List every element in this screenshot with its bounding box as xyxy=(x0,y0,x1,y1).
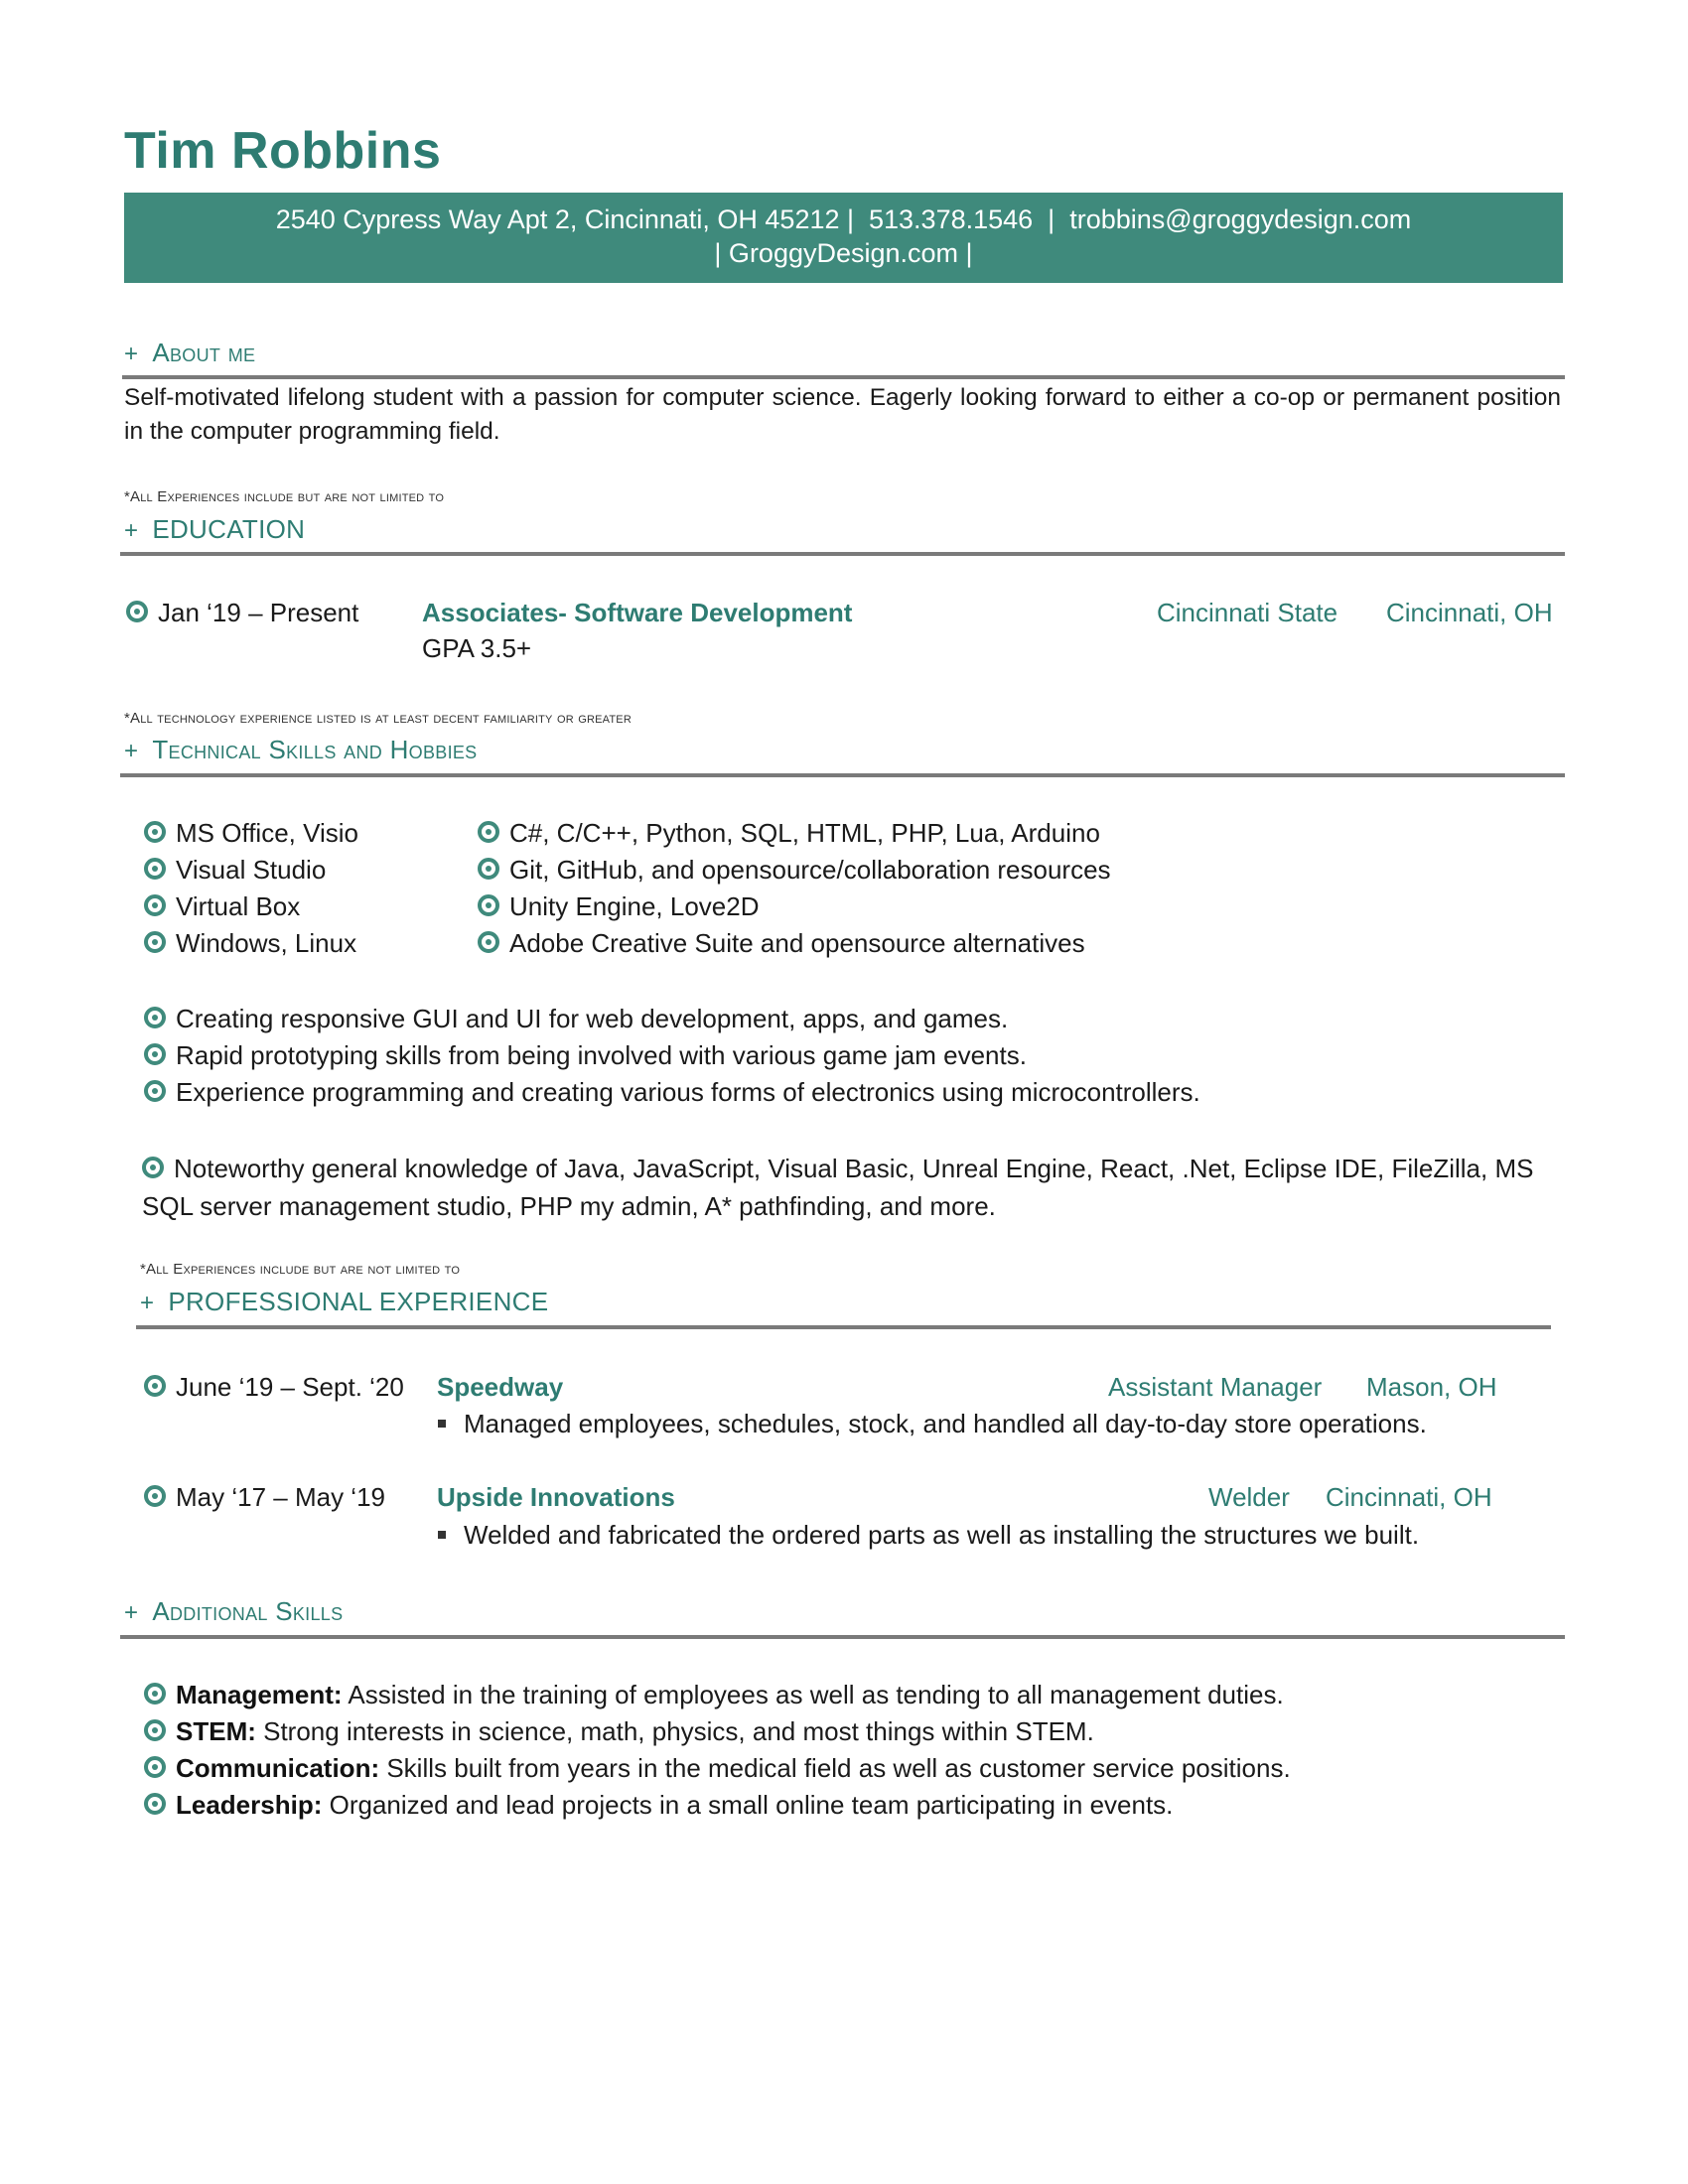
skills-heading xyxy=(124,735,477,765)
plus-icon: + xyxy=(140,1290,155,1316)
additional-item xyxy=(144,1788,1173,1822)
education-note: *All Experiences include but are not limited to xyxy=(124,488,445,505)
skill-bullet xyxy=(144,1075,1200,1109)
skills-note: *All technology experience listed is at least decent familiarity or greater xyxy=(124,710,632,727)
target-bullet-icon xyxy=(144,931,166,953)
about-text: Self-motivated lifelong student with a passion for computer science. Eagerly looking forward to either a co-op or permanent position in the computer programming field. xyxy=(124,384,1561,445)
skill-text: Adobe Creative Suite and opensource alternatives xyxy=(509,928,1085,958)
job-title: Assistant Manager xyxy=(1108,1372,1323,1402)
target-bullet-icon xyxy=(144,1375,166,1397)
contact-line-1: 2540 Cypress Way Apt 2, Cincinnati, OH 45212 | 513.378.1546 | trobbins@groggydesign.com xyxy=(275,205,1412,234)
skill-bullet-text: Creating responsive GUI and UI for web development, apps, and games. xyxy=(176,1004,1009,1033)
plus-icon: + xyxy=(124,517,139,544)
candidate-name: Tim Robbins xyxy=(124,122,442,180)
plus-icon: + xyxy=(124,1599,139,1626)
job-date xyxy=(144,1370,404,1404)
skill-item xyxy=(478,853,1111,887)
skill-bullet-text: Rapid prototyping skills from being involved with various game jam events. xyxy=(176,1040,1027,1070)
square-bullet-icon xyxy=(438,1531,446,1539)
additional-item-text: Assisted in the training of employees as well as tending to all management duties. xyxy=(342,1680,1284,1709)
square-bullet-icon xyxy=(438,1420,446,1428)
education-school: Cincinnati State xyxy=(1157,598,1338,627)
job-title: Welder xyxy=(1208,1482,1290,1512)
additional-item xyxy=(144,1751,1291,1785)
additional-item-text: Organized and lead projects in a small online team participating in events. xyxy=(322,1790,1174,1820)
skills-divider xyxy=(120,773,1565,777)
job-company: Upside Innovations xyxy=(437,1482,675,1512)
education-degree: Associates- Software Development xyxy=(422,598,853,627)
target-bullet-icon xyxy=(144,1793,166,1815)
education-heading-text: EDUCATION xyxy=(152,514,306,544)
target-bullet-icon xyxy=(144,858,166,880)
job-date xyxy=(144,1480,385,1514)
skill-text: C#, C/C++, Python, SQL, HTML, PHP, Lua, Arduino xyxy=(509,818,1100,848)
skills-heading-text: Technical Skills and Hobbies xyxy=(152,735,478,764)
additional-heading xyxy=(124,1596,343,1627)
contact-bar xyxy=(124,193,1563,283)
target-bullet-icon xyxy=(126,601,148,622)
target-bullet-icon xyxy=(144,1683,166,1705)
about-heading xyxy=(124,338,255,368)
education-heading xyxy=(124,514,305,545)
target-bullet-icon xyxy=(142,1157,164,1178)
about-divider xyxy=(122,375,1565,379)
additional-item-label: Management: xyxy=(176,1680,343,1709)
skill-bullet xyxy=(144,1002,1008,1035)
education-date xyxy=(126,596,358,629)
job-detail-text: Managed employees, schedules, stock, and handled all day-to-day store operations. xyxy=(464,1409,1427,1438)
target-bullet-icon xyxy=(144,1756,166,1778)
skill-text: Unity Engine, Love2D xyxy=(509,891,760,921)
job-location: Cincinnati, OH xyxy=(1326,1482,1492,1512)
skill-text: Windows, Linux xyxy=(176,928,357,958)
skill-item xyxy=(144,926,356,960)
skill-text: Git, GitHub, and opensource/collaboration resources xyxy=(509,855,1111,885)
additional-item-text: Strong interests in science, math, physics, and most things within STEM. xyxy=(255,1716,1094,1746)
additional-item-label: Leadership: xyxy=(176,1790,323,1820)
job-detail xyxy=(438,1407,1427,1440)
skill-item xyxy=(144,889,300,923)
general-knowledge-text: Noteworthy general knowledge of Java, JavaScript, Visual Basic, Unreal Engine, React, .Net, Eclipse IDE, FileZilla, MS SQL server management studio, PHP my admin, A* pathfinding, and more. xyxy=(142,1154,1534,1221)
experience-heading-text: PROFESSIONAL EXPERIENCE xyxy=(168,1287,549,1316)
job-detail-text: Welded and fabricated the ordered parts as well as installing the structures we built. xyxy=(464,1520,1420,1550)
skill-bullet xyxy=(144,1038,1027,1072)
additional-item-text: Skills built from years in the medical field as well as customer service positions. xyxy=(379,1753,1291,1783)
job-location: Mason, OH xyxy=(1366,1372,1497,1402)
about-heading-text: About me xyxy=(152,338,256,367)
additional-divider xyxy=(120,1635,1565,1639)
additional-item xyxy=(144,1714,1094,1748)
target-bullet-icon xyxy=(478,821,499,843)
job-company: Speedway xyxy=(437,1372,564,1402)
skill-text: Visual Studio xyxy=(176,855,327,885)
job-detail xyxy=(438,1518,1419,1552)
skill-item xyxy=(478,889,759,923)
additional-item xyxy=(144,1678,1284,1711)
education-location: Cincinnati, OH xyxy=(1386,598,1553,627)
target-bullet-icon xyxy=(144,894,166,916)
target-bullet-icon xyxy=(144,1719,166,1741)
target-bullet-icon xyxy=(144,1007,166,1028)
job-date-text: May ‘17 – May ‘19 xyxy=(176,1482,385,1512)
experience-divider xyxy=(136,1325,1551,1329)
additional-item-label: STEM: xyxy=(176,1716,256,1746)
skill-text: Virtual Box xyxy=(176,891,301,921)
job-date-text: June ‘19 – Sept. ‘20 xyxy=(176,1372,404,1402)
education-gpa: GPA 3.5+ xyxy=(422,633,532,663)
skill-item xyxy=(144,853,326,887)
target-bullet-icon xyxy=(144,821,166,843)
skill-item xyxy=(478,816,1100,850)
education-date-text: Jan ‘19 – Present xyxy=(158,598,359,627)
experience-heading xyxy=(140,1287,548,1317)
contact-line-2: | GroggyDesign.com | xyxy=(714,238,973,268)
target-bullet-icon xyxy=(478,931,499,953)
target-bullet-icon xyxy=(478,894,499,916)
target-bullet-icon xyxy=(144,1080,166,1102)
general-knowledge xyxy=(142,1150,1562,1225)
plus-icon: + xyxy=(124,341,139,367)
plus-icon: + xyxy=(124,738,139,764)
skill-item xyxy=(478,926,1085,960)
target-bullet-icon xyxy=(478,858,499,880)
target-bullet-icon xyxy=(144,1485,166,1507)
skill-item xyxy=(144,816,358,850)
additional-heading-text: Additional Skills xyxy=(152,1596,344,1626)
skill-bullet-text: Experience programming and creating various forms of electronics using microcontrollers. xyxy=(176,1077,1200,1107)
target-bullet-icon xyxy=(144,1043,166,1065)
skill-text: MS Office, Visio xyxy=(176,818,358,848)
education-divider xyxy=(120,552,1565,556)
experience-note: *All Experiences include but are not limited to xyxy=(140,1261,461,1278)
additional-item-label: Communication: xyxy=(176,1753,380,1783)
